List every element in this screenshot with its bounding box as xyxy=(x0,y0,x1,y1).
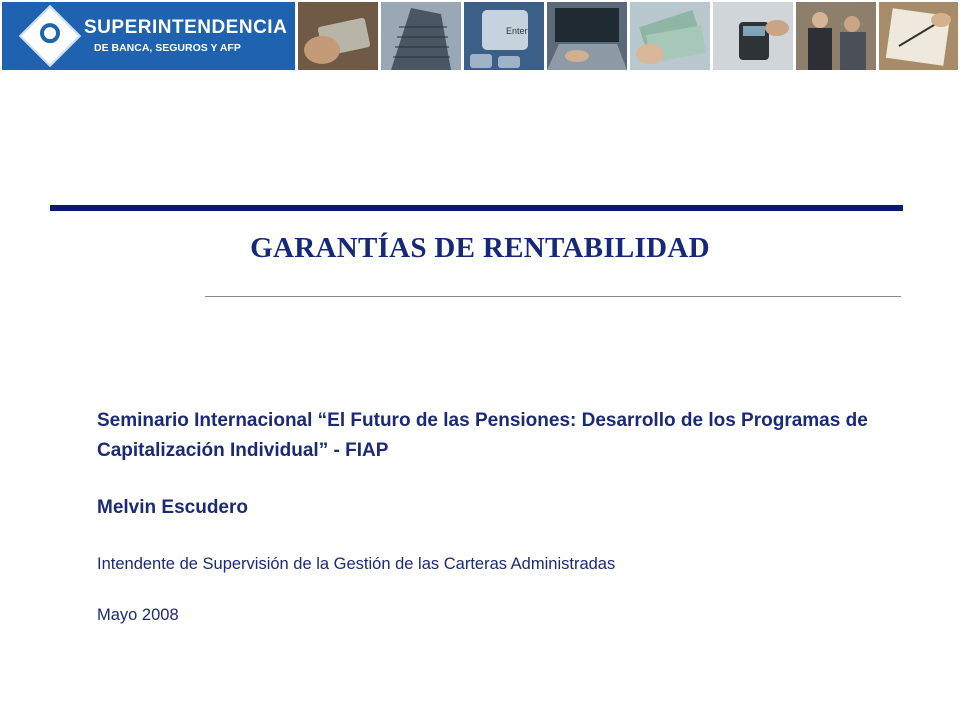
author-name: Melvin Escudero xyxy=(97,497,248,518)
presentation-date: Mayo 2008 xyxy=(97,606,179,624)
card-terminal-photo xyxy=(713,2,793,70)
document-writing-photo xyxy=(879,2,958,70)
logo-name: SUPERINTENDENCIA xyxy=(84,17,288,38)
sbs-logo xyxy=(2,2,295,70)
logo-subtitle: DE BANCA, SEGUROS Y AFP xyxy=(94,42,241,54)
seminar-subtitle: Seminario Internacional “El Futuro de las Pensiones: Desarrollo de los Programas de Capitalización Individual” - FIAP xyxy=(97,410,868,461)
title-top-rule xyxy=(50,205,903,211)
credit-card-photo xyxy=(298,2,378,70)
author-position: Intendente de Supervisión de la Gestión de las Carteras Administradas xyxy=(97,555,616,573)
keyboard-enter-key-photo xyxy=(464,2,544,70)
banknotes-photo xyxy=(630,2,710,70)
slide-title: GARANTÍAS DE RENTABILIDAD xyxy=(250,232,710,264)
laptop-hands-photo xyxy=(547,2,627,70)
sbs-diamond-logo-icon xyxy=(19,5,81,67)
title-bottom-rule xyxy=(205,296,901,297)
meeting-people-photo xyxy=(796,2,876,70)
header-banner xyxy=(0,0,960,72)
svg-text:Enter: Enter xyxy=(506,26,528,36)
office-building-photo xyxy=(381,2,461,70)
